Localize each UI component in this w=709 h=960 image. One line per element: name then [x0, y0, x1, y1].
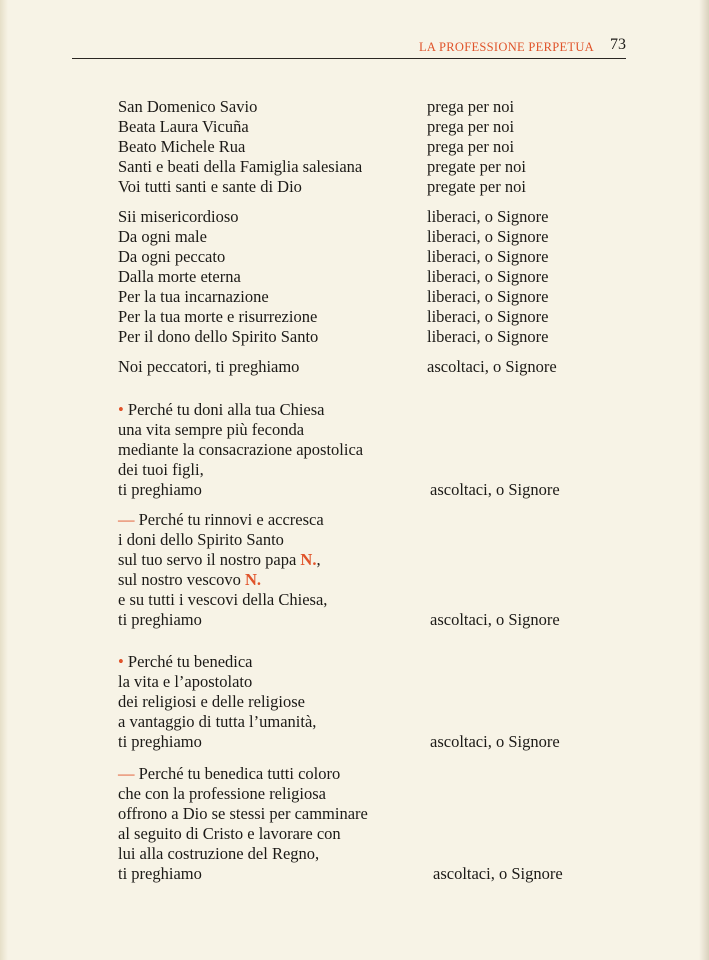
- page-edge-right: [699, 0, 709, 960]
- intercession-line: [118, 480, 598, 500]
- invocation: Per il dono dello Spirito Santo: [118, 327, 319, 346]
- litany-row: [118, 117, 598, 137]
- response: liberaci, o Signore: [427, 327, 549, 346]
- intercession-line: che con la professione religiosa: [118, 784, 327, 803]
- intercession-line: [118, 732, 598, 752]
- intercession-line: offrono a Dio se stessi per camminare: [118, 804, 368, 823]
- response: liberaci, o Signore: [427, 207, 549, 226]
- litany-row: [118, 157, 598, 177]
- name-placeholder-pope: N.: [300, 550, 317, 569]
- intercession-line: [118, 652, 598, 672]
- intercession-line: al seguito di Cristo e lavorare con: [118, 824, 341, 843]
- invocation: Beata Laura Vicuña: [118, 117, 249, 136]
- litany-row: [118, 287, 598, 307]
- intercession-line: mediante la consacrazione apostolica: [118, 440, 364, 459]
- intercession-line: [118, 570, 598, 590]
- response: ascoltaci, o Signore: [430, 480, 560, 499]
- response: ascoltaci, o Signore: [433, 864, 563, 883]
- intercession-text: Perché tu benedica tutti coloro: [138, 764, 341, 783]
- intercession-line: una vita sempre più feconda: [118, 420, 305, 439]
- intercession-line: [118, 400, 598, 420]
- response: liberaci, o Signore: [427, 247, 549, 266]
- intercession-3: [118, 652, 598, 752]
- intercession-line: [118, 864, 598, 884]
- intercession-text: ti preghiamo: [118, 864, 202, 883]
- intercession-line: dei tuoi figli,: [118, 460, 204, 479]
- response: liberaci, o Signore: [427, 227, 549, 246]
- intercession-text: Perché tu benedica: [127, 652, 253, 671]
- intercession-text: ti preghiamo: [118, 610, 202, 629]
- intercession-text: ti preghiamo: [118, 480, 202, 499]
- intercession-line: i doni dello Spirito Santo: [118, 530, 284, 549]
- response: prega per noi: [427, 97, 515, 116]
- response: pregate per noi: [427, 177, 526, 196]
- intercession-text: Perché tu doni alla tua Chiesa: [127, 400, 325, 419]
- response: ascoltaci, o Signore: [430, 732, 560, 751]
- litany-row: [118, 177, 598, 197]
- intercession-line: la vita e l’apostolato: [118, 672, 253, 691]
- bullet-marker: •: [118, 652, 124, 671]
- response: pregate per noi: [427, 157, 526, 176]
- invocation: Da ogni male: [118, 227, 207, 246]
- litany-group-ascoltaci: [118, 357, 598, 377]
- litany-row: [118, 267, 598, 287]
- litany-group-saints: [118, 97, 598, 197]
- response: liberaci, o Signore: [427, 267, 549, 286]
- invocation: Beato Michele Rua: [118, 137, 246, 156]
- response: liberaci, o Signore: [427, 307, 549, 326]
- intercession-line: [118, 610, 598, 630]
- litany-block: [118, 97, 598, 387]
- invocation: Voi tutti santi e sante di Dio: [118, 177, 302, 196]
- invocation: Per la tua incarnazione: [118, 287, 269, 306]
- invocation: Da ogni peccato: [118, 247, 226, 266]
- page-header: [72, 34, 626, 59]
- intercession-4: [118, 764, 598, 884]
- litany-row: [118, 227, 598, 247]
- intercession-line: e su tutti i vescovi della Chiesa,: [118, 590, 328, 609]
- litany-row: [118, 307, 598, 327]
- name-placeholder-bishop: N.: [244, 570, 261, 589]
- intercession-line: dei religiosi e delle religiose: [118, 692, 305, 711]
- page-number: 73: [610, 36, 626, 53]
- dash-marker: —: [118, 764, 135, 783]
- running-title: LA PROFESSIONE PERPETUA: [419, 40, 594, 54]
- intercession-line: a vantaggio di tutta l’umanità,: [118, 712, 317, 731]
- litany-group-liberaci: [118, 207, 598, 347]
- intercession-text: sul tuo servo il nostro papa: [118, 550, 297, 569]
- dash-marker: —: [118, 510, 135, 529]
- response: prega per noi: [427, 117, 515, 136]
- intercession-text: Perché tu rinnovi e accresca: [138, 510, 324, 529]
- invocation: Dalla morte eterna: [118, 267, 241, 286]
- litany-row: [118, 207, 598, 227]
- bullet-marker: •: [118, 400, 124, 419]
- invocation: San Domenico Savio: [118, 97, 258, 116]
- litany-row: [118, 357, 598, 377]
- invocation: Santi e beati della Famiglia salesiana: [118, 157, 363, 176]
- litany-row: [118, 137, 598, 157]
- litany-row: [118, 247, 598, 267]
- intercession-line: lui alla costruzione del Regno,: [118, 844, 320, 863]
- intercession-line: [118, 550, 598, 570]
- litany-row: [118, 327, 598, 347]
- invocation: Sii misericordioso: [118, 207, 239, 226]
- invocation: Noi peccatori, ti preghiamo: [118, 357, 300, 376]
- intercession-2: [118, 510, 598, 630]
- response: ascoltaci, o Signore: [430, 610, 560, 629]
- response: ascoltaci, o Signore: [427, 357, 557, 376]
- intercession-line: [118, 510, 598, 530]
- intercession-1: [118, 400, 598, 500]
- litany-row: [118, 97, 598, 117]
- invocation: Per la tua morte e risurrezione: [118, 307, 318, 326]
- intercession-text: ti preghiamo: [118, 732, 202, 751]
- punctuation: ,: [316, 550, 321, 569]
- page-edge-left: [0, 0, 8, 960]
- intercession-text: sul nostro vescovo: [118, 570, 241, 589]
- intercession-line: [118, 764, 598, 784]
- response: liberaci, o Signore: [427, 287, 549, 306]
- response: prega per noi: [427, 137, 515, 156]
